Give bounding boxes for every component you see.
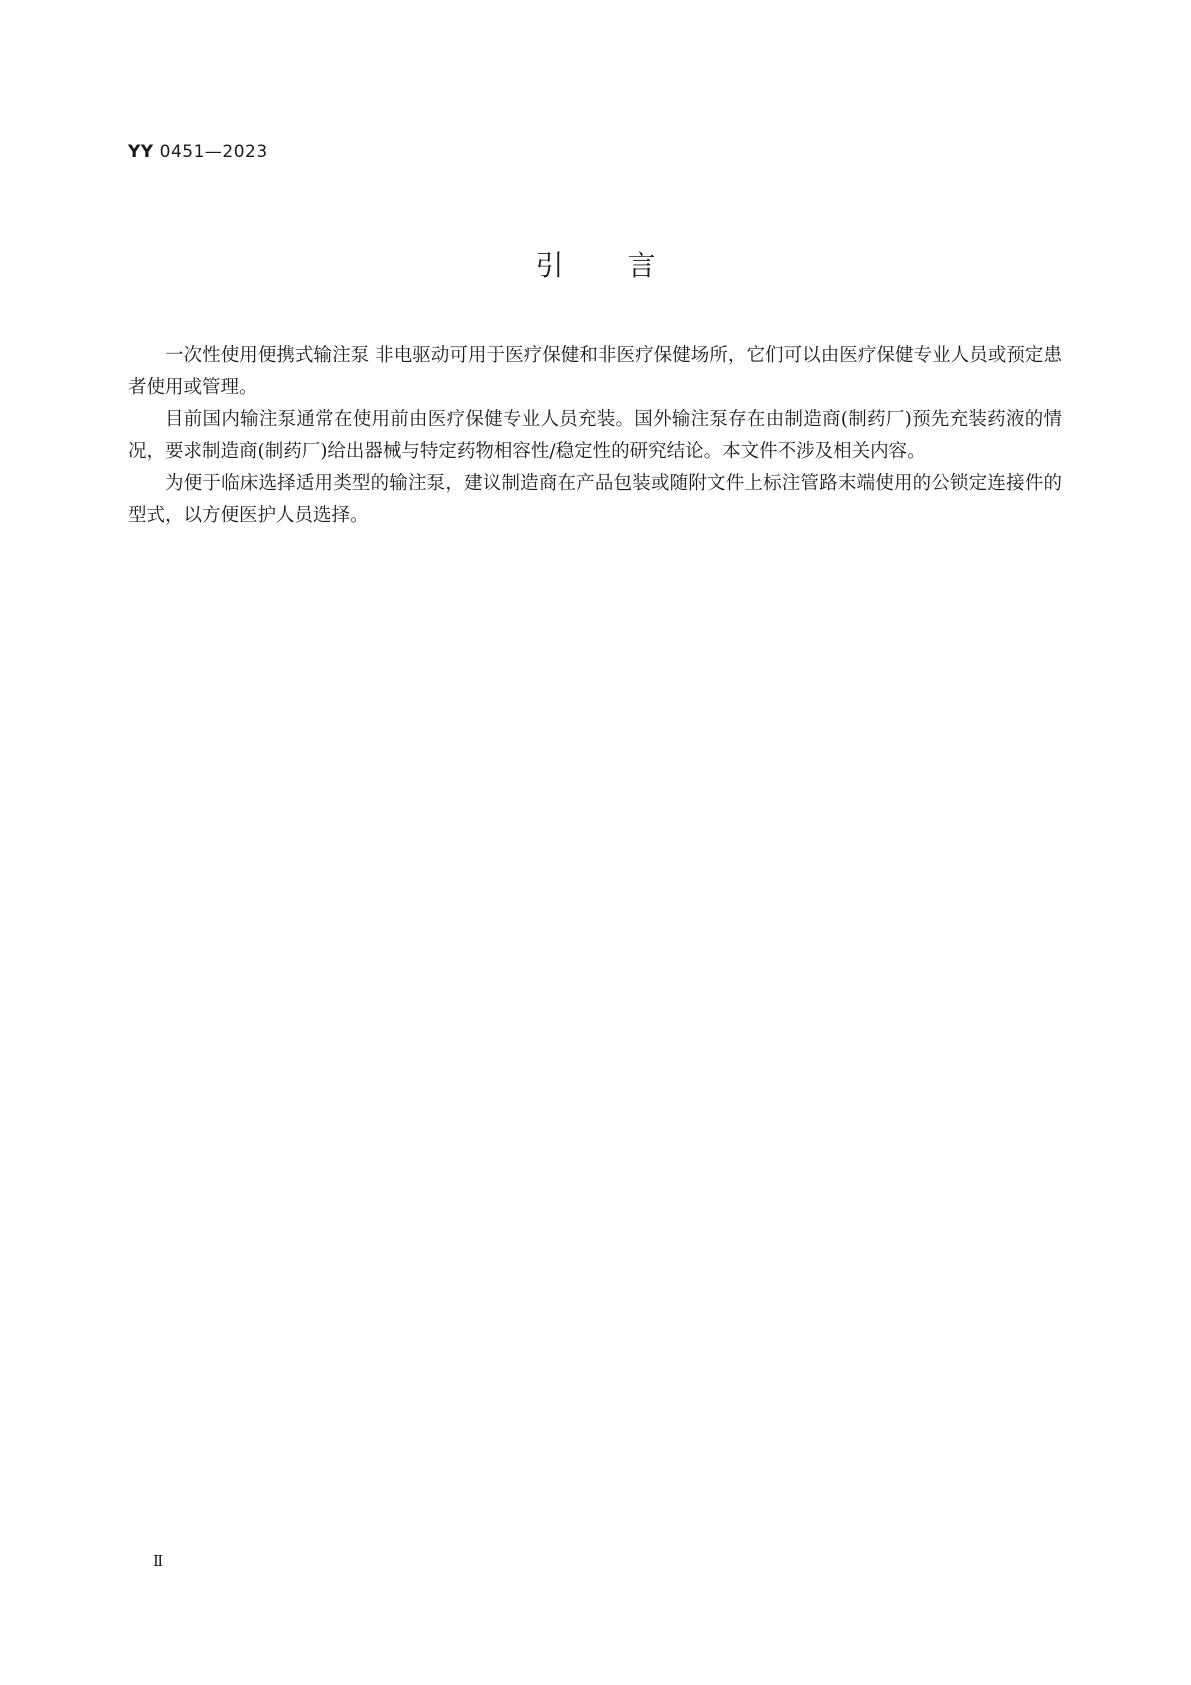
page-title: 引言 [535, 249, 720, 282]
introduction-body [128, 340, 1062, 532]
page-number: Ⅱ [153, 1552, 164, 1570]
document-code [128, 142, 268, 162]
paragraph-1: 一次性使用便携式输注泵 非电驱动可用于医疗保健和非医疗保健场所，它们可以由医疗保健专业人员或预定患者使用或管理。 [128, 345, 1062, 398]
standard-number: 0451—2023 [159, 142, 268, 162]
standard-prefix: YY [128, 142, 154, 162]
paragraph-3: 为便于临床选择适用类型的输注泵，建议制造商在产品包装或随附文件上标注管路末端使用的公锁定连接件的型式，以方便医护人员选择。 [128, 473, 1062, 526]
paragraph-2: 目前国内输注泵通常在使用前由医疗保健专业人员充装。国外输注泵存在由制造商(制药厂)预先充装药液的情况，要求制造商(制药厂)给出器械与特定药物相容性/稳定性的研究结论。本文件不涉及相关内容。 [128, 409, 1062, 462]
